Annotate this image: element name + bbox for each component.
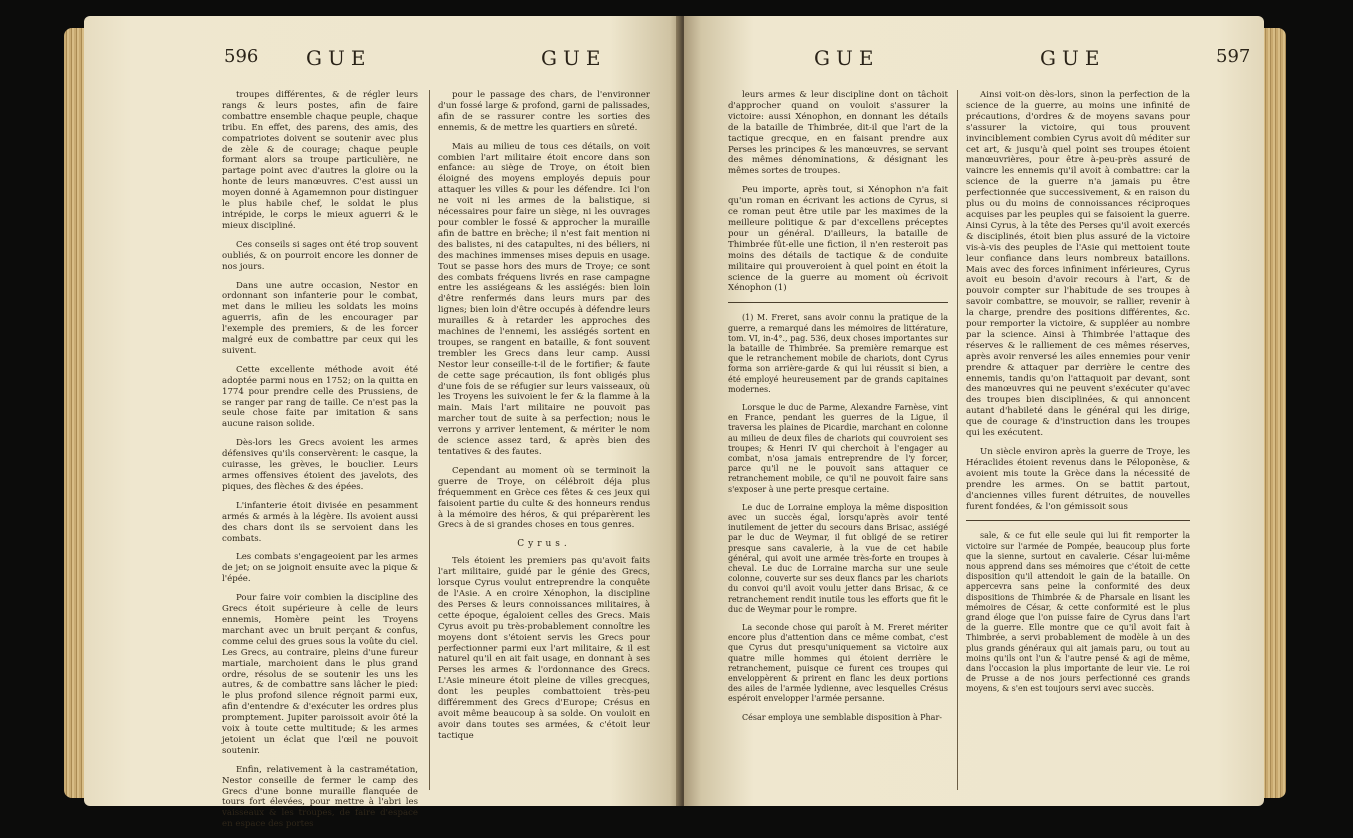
paragraph: Cependant au moment où se terminoit la guerre de Troye, on célébroit déja plus fréquemment en Grèce ces fêtes & ces jeux qui faisoient partie du culte & des honneurs rendus à la mémoire des héros, & qui préparèrent les Grecs à de si grandes choses en tous genres. — [438, 465, 650, 531]
footnote: La seconde chose qui paroît à M. Freret mériter encore plus d'attention dans ce même combat, c'est que Cyrus dut presqu'uniquement sa victoire aux quatre mille hommes qui étoient derrière le retranchement, puisque ce furent ces troupes qui enveloppèrent & prirent en flanc les deux portions des ailes de l'armée lydienne, avec lesquelles Crésus espéroit envelopper l'armée persanne. — [728, 623, 948, 704]
footnote-rule — [728, 302, 948, 303]
paragraph: Dans une autre occasion, Nestor en ordonnant son infanterie pour le combat, met dans le milieu les soldats les moins aguerris, afin de les encourager par l'exemple des premiers, & de les forcer malgré eux de combattre par ceux qui les suivent. — [222, 280, 418, 356]
page-number: 596 — [224, 46, 259, 67]
footnote: sale, & ce fut elle seule qui lui fit remporter la victoire sur l'armée de Pompée, beaucoup plus forte que la sienne, surtout en cavalerie. César lui-même nous apprend dans ses mémoires que c'étoit de cette disposition qu'il attendoit le gain de la bataille. On appercevra sans peine la conformité des deux dispositions de Thimbrée & de Pharsale en lisant les mémoires de César, & cette conformité est le plus grand éloge que l'on puisse faire de Cyrus dans l'art de la guerre. Elle montre que ce qu'il avoit fait à Thimbrée, a servi probablement de modèle à un des plus grands généraux qui ait jamais paru, ou tout au moins qu'ils ont l'un & l'autre pensé & agi de même, dans l'occasion la plus importante de leur vie. Le roi de Prusse a de nos jours perfectionné ces grands moyens, & s'en est toujours servi avec succès. — [966, 531, 1190, 694]
paragraph: troupes différentes, & de régler leurs rangs & leurs postes, afin de faire combattre ensemble chaque peuple, chaque tribu. En effet, des parens, des amis, des compatriotes doivent se soutenir avec plus de zèle & de courage; chaque peuple formant alors sa troupe particulière, ne partage point avec d'autres la gloire ou la honte de leurs manœuvres. C'est aussi un moyen donné à Agamemnon pour distinguer le plus habile chef, le soldat le plus intrépide, le corps le mieux aguerri & le mieux discipliné. — [222, 90, 418, 231]
left-page-header — [84, 46, 682, 80]
left-column-2 — [438, 90, 650, 750]
paragraph: Peu importe, après tout, si Xénophon n'a fait qu'un roman en écrivant les actions de Cyrus, si ce roman peut être utile par les maximes de la meilleure politique & par d'excellens préceptes pour un général. D'ailleurs, la bataille de Thimbrée fût-elle une fiction, il n'en resteroit pas moins des détails de tactique & de conduite militaire qui prouveroient à quel point en étoit la science de la guerre au moment où écrivoit Xénophon (1) — [728, 185, 948, 294]
paragraph: leurs armes & leur discipline dont on tâchoit d'approcher quand on vouloit s'assurer la victoire: aussi Xénophon, en donnant les détails de la bataille de Thimbrée, dit-il que l'art de la tactique grecque, en en faisant prendre aux Perses les principes & les manœuvres, se servant des mêmes dénominations, & désignant les mêmes sortes de troupes. — [728, 90, 948, 177]
footnote: Le duc de Lorraine employa la même disposition avec un succès égal, lorsqu'après avoir tenté inutilement de jetter du secours dans Brisac, assiégé par le duc de Weymar, il fut obligé de se retirer presque sans cavalerie, à la vue de cet habile général, qui avoit une armée très-forte en troupes à cheval. Le duc de Lorraine marcha sur une seule colonne, couverte sur ses deux flancs par les chariots du convoi qu'il avoit voulu jetter dans Brisac, & ce retranchement rendit inutile tous les efforts que fit le duc de Weymar pour le rompre. — [728, 502, 948, 614]
running-head: GUE — [1040, 46, 1106, 70]
paragraph: Enfin, relativement à la castramétation, Nestor conseille de fermer le camp des Grecs d'une bonne muraille flanquée de tours fort élevées, pour mettre à l'abri les vaisseaux & les troupes, de faire d'espace en espace des portes — [222, 764, 418, 830]
column-divider — [957, 90, 958, 790]
right-column-1 — [728, 90, 948, 731]
right-page — [684, 16, 1264, 806]
paragraph: Dès-lors les Grecs avoient les armes défensives qu'ils conservèrent: le casque, la cuirasse, les grèves, le bouclier. Leurs armes offensives étoient des javelots, des piques, des flèches & des épées. — [222, 438, 418, 492]
right-page-header — [684, 46, 1264, 80]
paragraph: pour le passage des chars, de l'environner d'un fossé large & profond, garni de palissades, afin de se rassurer contre les sorties des ennemis, & de mettre les quartiers en sûreté. — [438, 90, 650, 133]
footnote: Lorsque le duc de Parme, Alexandre Farnèse, vint en France, pendant les guerres de la Ligue, il traversa les plaines de Picardie, marchant en colonne au milieu de deux files de chariots qui couvroient ses troupes; & Henri IV qui cherchoit à l'engager au combat, n'osa jamais entreprendre de l'y forcer, parce qu'il ne le pouvoit sans attaquer ce retranchement mobile, ce qu'il ne pouvoit faire sans s'exposer à une perte presque certaine. — [728, 402, 948, 494]
paragraph: Tels étoient les premiers pas qu'avoit faits l'art militaire, guidé par le génie des Grecs, lorsque Cyrus voulut entreprendre la conquête de l'Asie. A en croire Xénophon, la discipline des Perses & leurs connoissances militaires, à cette époque, égaloient celles des Grecs. Mais Cyrus avoit pu très-probablement connoître les moyens dont s'étoient servis les Grecs pour perfectionner parmi eux l'art militaire, & il est naturel qu'il en ait fait usage, en donnant à ses Perses les armes & l'ordonnance des Grecs. L'Asie mineure étoit pleine de villes grecques, dont les peuples combattoient très-peu différemment des Grecs d'Europe; Crésus en avoit même beaucoup à sa solde. On vouloit en avoir dans toutes ses armées, & c'étoit leur tactique — [438, 556, 650, 741]
footnote: (1) M. Freret, sans avoir connu la pratique de la guerre, a remarqué dans les mémoires de littérature, tom. VI, in-4°., pag. 536, deux choses importantes sur la bataille de Thimbrée. Sa première remarque est que le retranchement mobile de chariots, dont Cyrus forma son arrière-garde & qui lui réussit si bien, a été employé heureusement par de grands capitaines modernes. — [728, 313, 948, 394]
paragraph: Mais au milieu de tous ces détails, on voit combien l'art militaire étoit encore dans son enfance: au siège de Troye, on étoit bien éloigné des moyens employés depuis pour attaquer les villes & pour les défendre. Ici l'on ne voit ni les armes de la balistique, si nécessaires pour faire un siège, ni les ouvrages pour combler le fossé & approcher la muraille afin de battre en brèche; il n'est fait mention ni des balistes, ni des catapultes, ni des béliers, ni des machines immenses mises depuis en usage. Tout se passe hors des murs de Troye; ce sont des combats fréquens livrés en rase campagne entre les assiégeans & les assiégés: bien loin d'être renfermés dans leurs murs par des lignes; bien loin d'être occupés à défendre leurs murailles & à retarder les approches des machines de l'ennemi, les assiégés sortent en troupes, se rangent en bataille, & font souvent trembler les Grecs dans leur camp. Aussi Nestor leur conseille-t-il de le fortifier; & faute de cette sage précaution, ils font obligés plus d'une fois de se réfugier sur leurs vaisseaux, où les Troyens les suivoient le fer & la flamme à la main. Mais l'art militaire ne pouvoit pas marcher tout de suite à sa perfection; nous le verrons y arriver lentement, & mériter le nom de science assez tard, & après bien des tentatives & des fautes. — [438, 141, 650, 457]
paragraph: Pour faire voir combien la discipline des Grecs étoit supérieure à celle de leurs ennemis, Homère peint les Troyens marchant avec un bruit perçant & confus, comme celui des grues sous la voûte du ciel. Les Grecs, au contraire, pleins d'une fureur martiale, marchoient dans le plus grand ordre, résolus de se soutenir les uns les autres, & de combattre sans lâcher le pied: le plus profond silence régnoit parmi eux, afin d'entendre & d'exécuter les ordres plus promptement. Jupiter paroissoit avoir ôté la voix à toute cette multitude; & les armes jetoient un éclat que l'œil ne pouvoit soutenir. — [222, 593, 418, 756]
left-column-1 — [222, 90, 418, 838]
column-divider — [429, 90, 430, 790]
footnote: César employa une semblable disposition à Phar- — [742, 712, 942, 722]
paragraph: Un siècle environ après la guerre de Troye, les Héraclides étoient revenus dans le Péloponèse, & avoient mis toute la Grèce dans la nécessité de prendre les armes. On se battit partout, d'anciennes villes furent détruites, de nouvelles furent fondées, & l'on gémissoit sous — [966, 447, 1190, 512]
paragraph: Cette excellente méthode avoit été adoptée parmi nous en 1752; on la quitta en 1774 pour prendre celle des Prussiens, de se ranger par rang de taille. Ce n'est pas la seule chose faite par imitation & sans aucune raison solide. — [222, 364, 418, 430]
left-page — [84, 16, 682, 830]
paragraph: Ces conseils si sages ont été trop souvent oubliés, & on pourroit encore les donner de nos jours. — [222, 239, 418, 272]
section-heading: Cyrus. — [517, 539, 571, 550]
footnote-rule — [966, 520, 1190, 521]
paragraph: Les combats s'engageoient par les armes de jet; on se joignoit ensuite avec la pique & l'épée. — [222, 552, 418, 585]
running-head: GUE — [814, 46, 880, 70]
running-head: GUE — [306, 46, 372, 70]
paragraph: Ainsi voit-on dès-lors, sinon la perfection de la science de la guerre, au moins une infinité de précautions, d'ordres & de moyens savans pour s'assurer la victoire, qui tous prouvent invinciblement combien Cyrus avoit dû méditer sur cet art, & jusqu'à quel point ses troupes étoient manœuvrières, pour être à-peu-près assuré de vaincre les ennemis qu'il avoit à combattre: car la science de la guerre n'a jamais pu être perfectionnée que successivement, & en raison du plus ou du moins de connoissances réciproques acquises par les peuples qui se faisoient la guerre. Ainsi Cyrus, à la tête des Perses qu'il avoit exercés & disciplinés, étoit bien plus assuré de la victoire vis-à-vis des peuples de l'Asie qui mettoient toute leur confiance dans leurs nombreux bataillons. Mais avec des forces infiniment inférieures, Cyrus avoit eu besoin d'avoir recours à l'art, & de pouvoir compter sur l'habitude de ses troupes à savoir combattre, se mouvoir, se rallier, revenir à la charge, prendre des positions différentes, &c. pour remporter la victoire, & suppléer au nombre par la science. Ainsi à Thimbrée l'attaque des réserves & le ralliement de ces mêmes réserves, après avoir renversé les ailes ennemies pour venir prendre & attaquer par derrière le centre des ennemis, tandis qu'on l'attaquoit par devant, sont des manœuvres qui ne peuvent s'exécuter qu'avec des troupes bien disciplinées, & qui annoncent autant d'habileté dans le général qui les dirige, que de courage & d'instruction dans les troupes qui les exécutent. — [966, 90, 1190, 439]
page-number: 597 — [1216, 46, 1251, 67]
running-head: GUE — [541, 46, 607, 70]
paragraph: L'infanterie étoit divisée en pesamment armés & armés à la légère. Ils avoient aussi des chars dont ils se servoient dans les combats. — [222, 500, 418, 544]
right-column-2 — [966, 90, 1190, 703]
